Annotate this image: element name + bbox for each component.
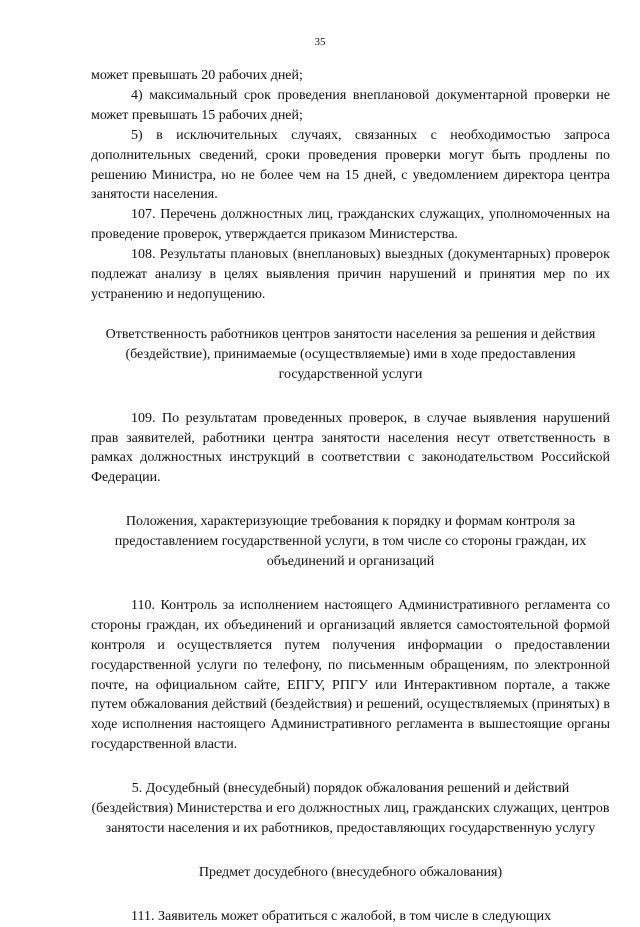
- paragraph-110: 110. Контроль за исполнением настоящего Административного регламента со стороны граждан, их объединений и организаций является самостоятельной формой контроля и осуществляется путем получения информации о предоставлении государственной услуги по телефону, по письменным обращениям, по электронной почте, на официальном сайте, ЕПГУ, РПГУ или Интерактивном портале, а также путем обжалования действий (бездействия) и решений, осуществляемых (принятых) в ходе исполнения настоящего Административного регламента в вышестоящие органы государственной власти.: [91, 597, 610, 753]
- paragraph-item-4: 4) максимальный срок проведения внеплановой документарной проверки не может превышать 15 рабочих дней;: [91, 87, 610, 123]
- paragraph-item-5: 5) в исключительных случаях, связанных с необходимостью запроса дополнительных сведений, сроки проведения проверки могут быть продлены по решению Министра, но не более чем на 15 дней, с уведомлением директора центра занятости населения.: [91, 127, 610, 203]
- paragraph-111: 111. Заявитель может обратиться с жалобой, в том числе в следующих: [131, 908, 552, 924]
- heading-control: Положения, характеризующие требования к порядку и формам контроля за предоставлением государственной услуги, в том числе со стороны граждан, их объединений и организаций: [114, 514, 587, 570]
- spacer: [91, 883, 610, 907]
- heading-subject: Предмет досудебного (внесудебного обжалования): [198, 864, 503, 880]
- document-body: [91, 66, 610, 927]
- spacer: [91, 385, 610, 409]
- spacer: [91, 488, 610, 512]
- spacer: [91, 839, 610, 863]
- paragraph-continuation: может превышать 20 рабочих дней;: [91, 68, 303, 83]
- paragraph-109: 109. По результатам проведенных проверок, в случае выявления нарушений прав заявителей, работники центра занятости населения несут ответственность в рамках должностных инструкций в соответствии с законодательством Российской Федерации.: [91, 410, 610, 486]
- paragraph-108: 108. Результаты плановых (внеплановых) выездных (документарных) проверок подлежат анализу в целях выявления причин нарушений и принятия мер по их устранению и недопущению.: [91, 247, 610, 302]
- spacer: [91, 305, 610, 325]
- spacer: [91, 572, 610, 596]
- page-number: 35: [314, 36, 326, 48]
- heading-section-5: 5. Досудебный (внесудебный) порядок обжалования решений и действий (бездействия) Министерства и его должностных лиц, гражданских служащих, центров занятости населения и их работников, предоставляющих государственную услугу: [91, 781, 610, 836]
- spacer: [91, 755, 610, 779]
- paragraph-107: 107. Перечень должностных лиц, гражданских служащих, уполномоченных на проведение проверок, утверждается приказом Министерства.: [91, 207, 610, 243]
- heading-responsibility: Ответственность работников центров занятости населения за решения и действия (бездействие), принимаемые (осуществляемые) ими в ходе предоставления государственной услуги: [105, 326, 596, 382]
